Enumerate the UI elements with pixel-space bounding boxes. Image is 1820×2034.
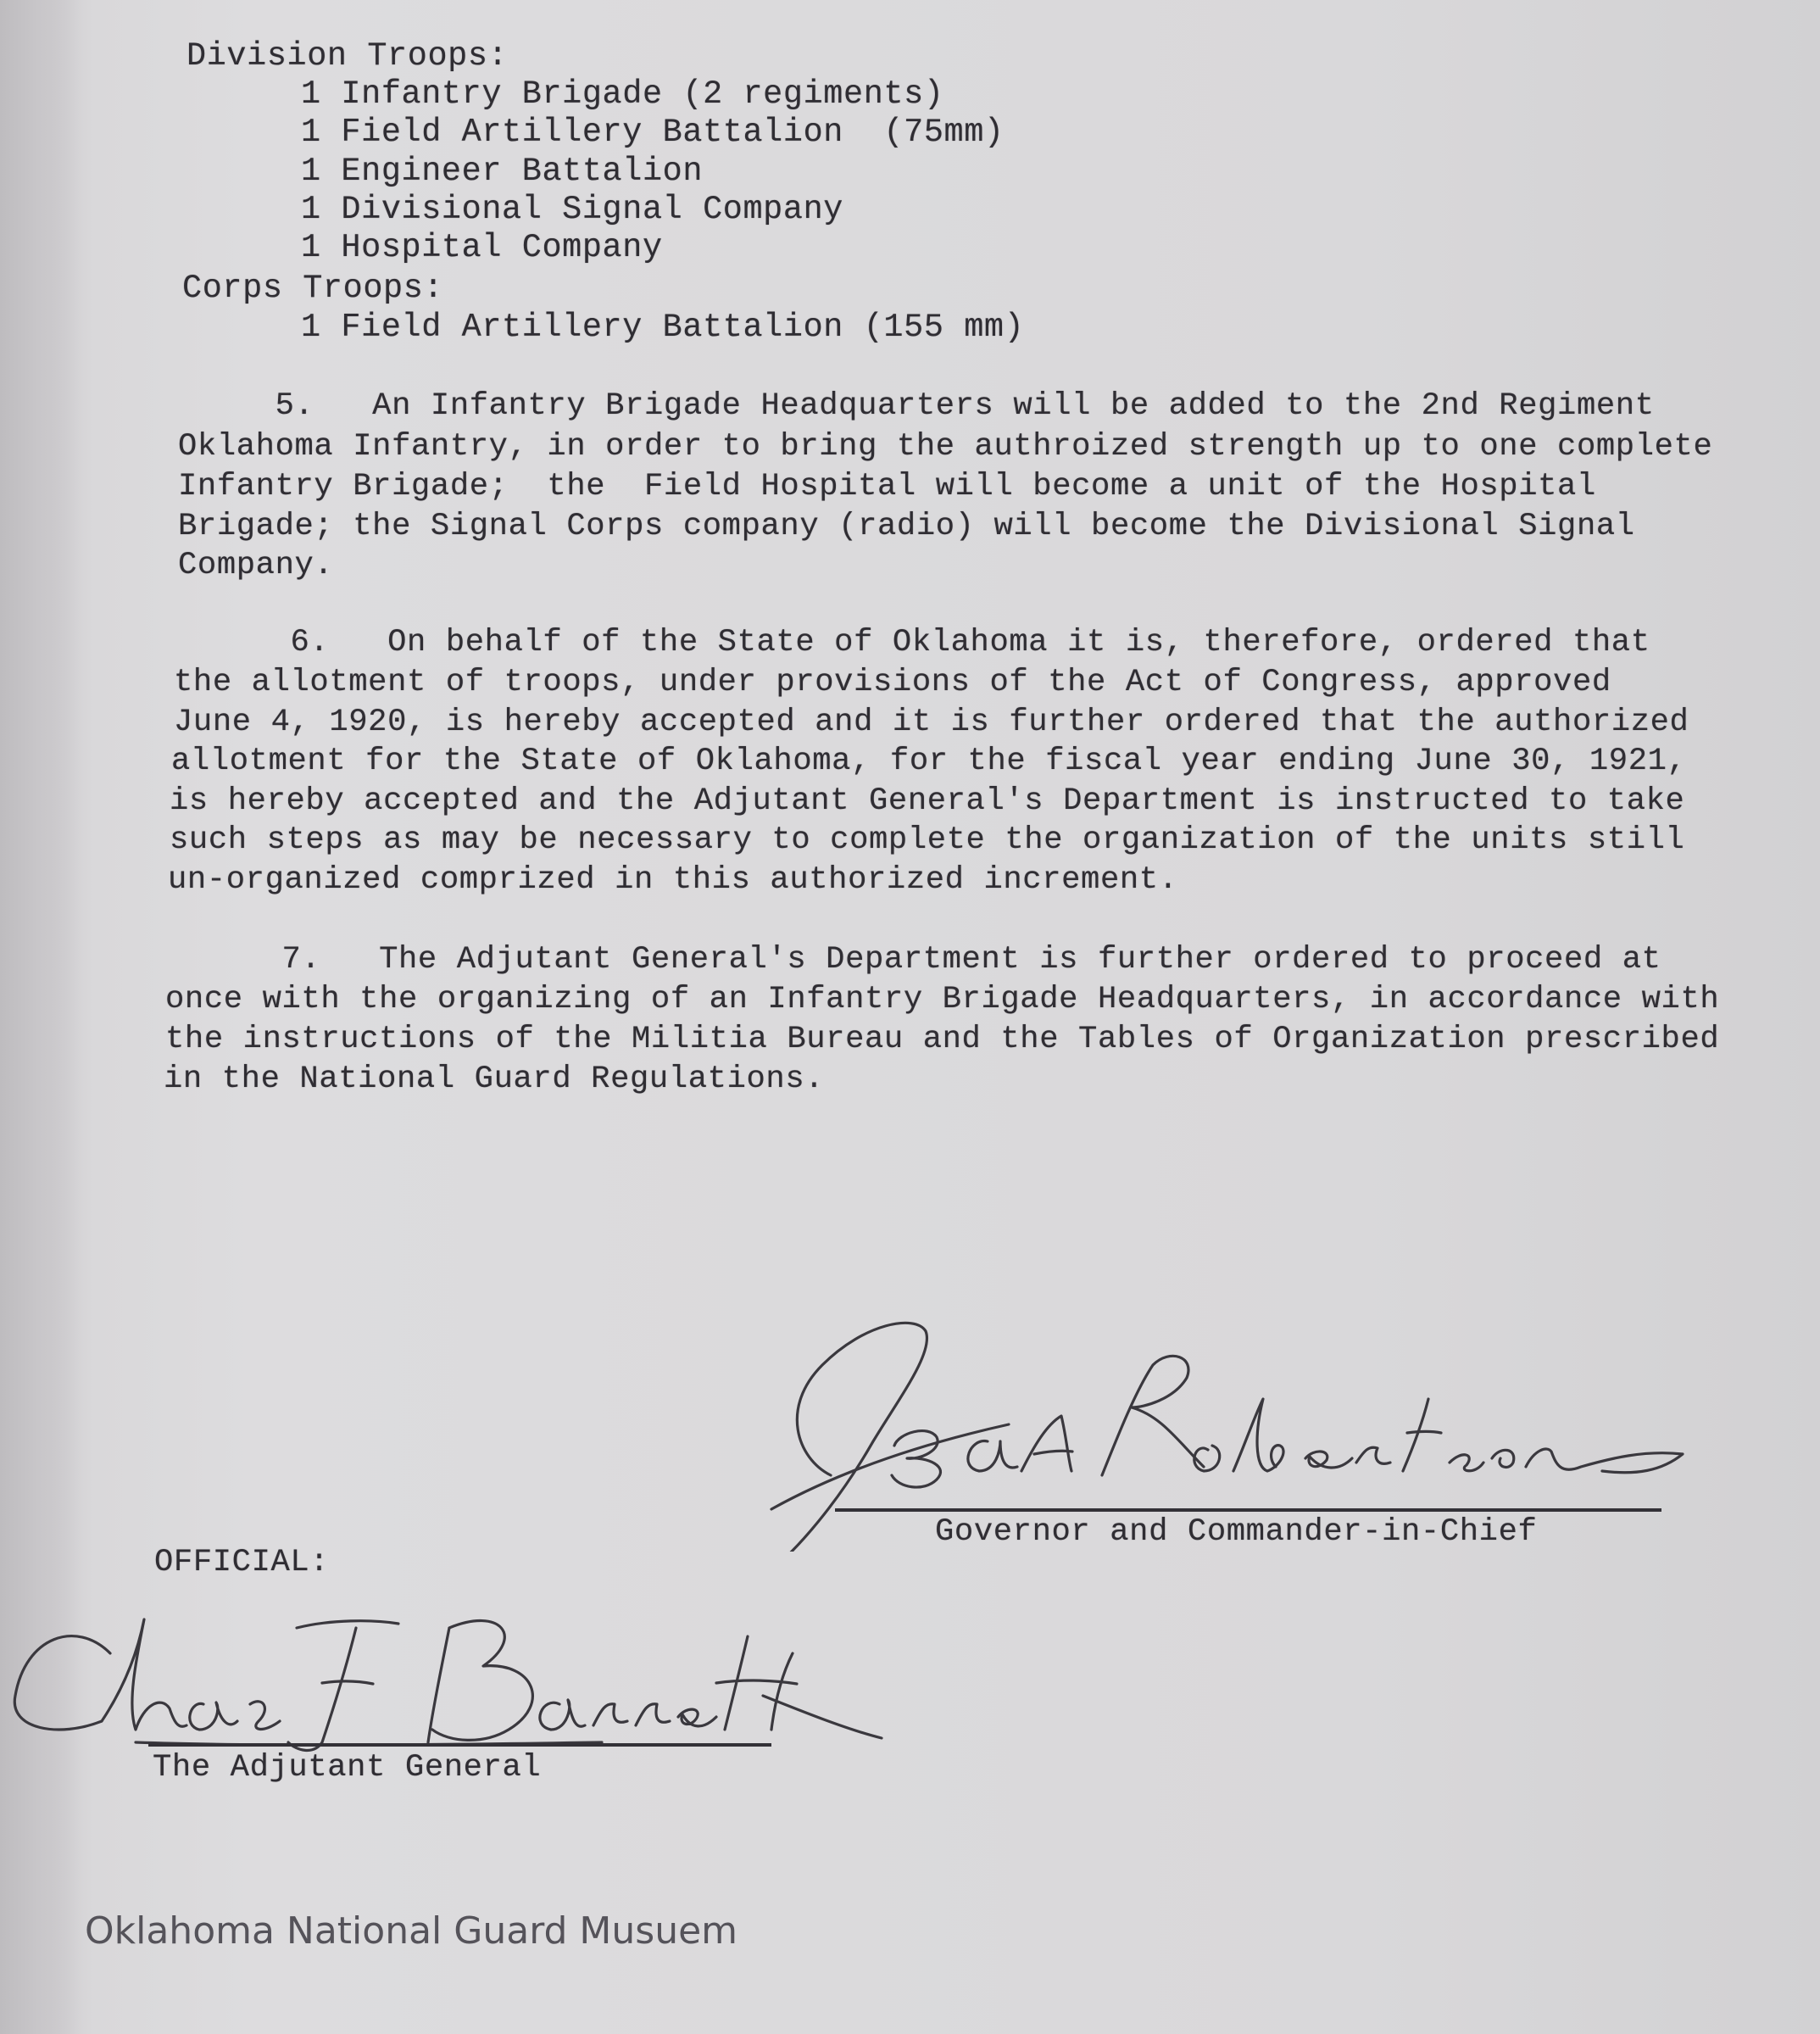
adjutant-signature [8,1602,890,1755]
paragraph-5-line: Brigade; the Signal Corps company (radio) will become the Divisional Signal [178,509,1635,544]
governor-signature [746,1297,1721,1552]
paragraph-6-line: is hereby accepted and the Adjutant General's Department is instructed to take [170,783,1685,819]
governor-signature-line [835,1508,1661,1512]
paragraph-7-line: the instructions of the Militia Bureau and the Tables of Organization prescribed [165,1022,1720,1057]
division-troop-item: 1 Engineer Battalion [301,153,704,190]
paragraph-5-line: Company. [178,548,334,583]
corps-troop-item: 1 Field Artillery Battalion (155 mm) [301,309,1025,346]
museum-watermark: Oklahoma National Guard Musuem [85,1909,738,1953]
paragraph-5-line: 5. An Infantry Brigade Headquarters will be added to the 2nd Regiment [178,388,1655,424]
paragraph-6-line: June 4, 1920, is hereby accepted and it is further ordered that the authorized [174,705,1689,740]
paragraph-6-line: allotment for the State of Oklahoma, for the fiscal year ending June 30, 1921, [171,744,1687,779]
paragraph-6-line: un-organized comprized in this authorized increment. [168,862,1178,898]
corps-troops-heading: Corps Troops: [182,270,444,307]
paragraph-7-line: in the National Guard Regulations. [164,1062,825,1097]
division-troop-item: 1 Field Artillery Battalion (75mm) [301,114,1005,151]
paragraph-6-line: 6. On behalf of the State of Oklahoma it is, therefore, ordered that [174,625,1650,660]
paragraph-7-line: once with the organizing of an Infantry Brigade Headquarters, in accordance with [165,982,1720,1017]
division-troop-item: 1 Infantry Brigade (2 regiments) [301,75,944,113]
paragraph-5-line: Infantry Brigade; the Field Hospital will become a unit of the Hospital [178,469,1596,504]
paragraph-5-line: Oklahoma Infantry, in order to bring the authroized strength up to one complete [178,429,1713,465]
official-label: OFFICIAL: [154,1545,330,1580]
paragraph-7-line: 7. The Adjutant General's Department is further ordered to proceed at [165,942,1661,978]
adjutant-signature-line [148,1743,771,1747]
division-troops-heading: Division Troops: [186,37,509,75]
adjutant-title: The Adjutant General [153,1750,542,1786]
division-troop-item: 1 Hospital Company [301,229,663,266]
paragraph-6-line: the allotment of troops, under provisions of the Act of Congress, approved [174,665,1611,700]
paragraph-6-line: such steps as may be necessary to complete the organization of the units still [170,822,1685,858]
division-troop-item: 1 Divisional Signal Company [301,191,844,228]
governor-title: Governor and Commander-in-Chief [935,1514,1538,1550]
